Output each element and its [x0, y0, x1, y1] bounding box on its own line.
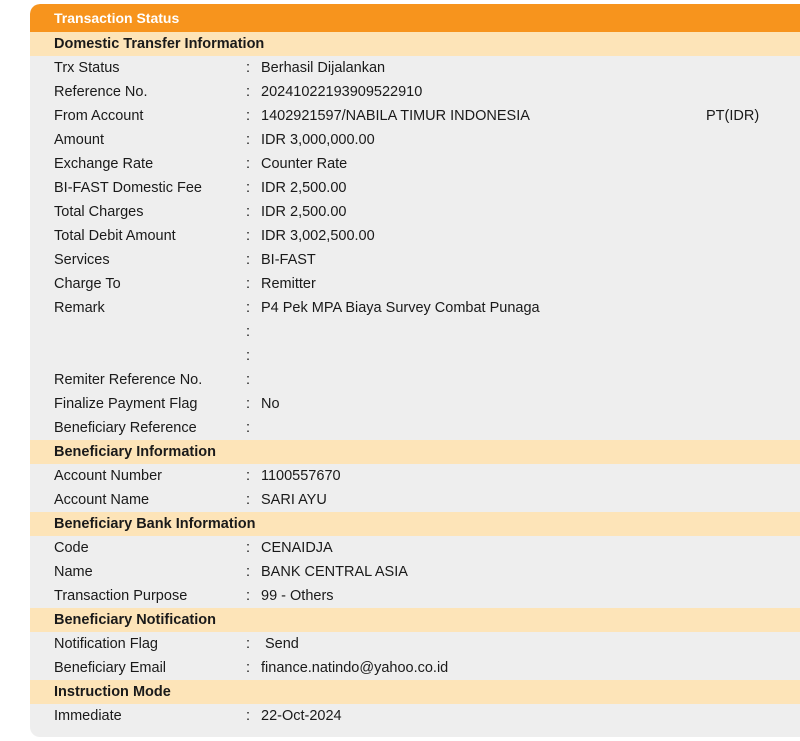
label-beneficiary-reference: Beneficiary Reference: [54, 420, 197, 436]
value-remark: P4 Pek MPA Biaya Survey Combat Punaga: [261, 300, 540, 316]
value-beneficiary-email: finance.natindo@yahoo.co.id: [261, 660, 449, 676]
colon: :: [246, 84, 251, 100]
label-reference-no: Reference No.: [54, 84, 148, 100]
colon: :: [246, 660, 251, 676]
row-remiter-reference: [30, 368, 800, 392]
label-trx-status: Trx Status: [54, 60, 120, 76]
colon: :: [246, 276, 251, 292]
row-bank-name: [30, 560, 800, 584]
label-amount: Amount: [54, 132, 104, 148]
label-bank-name: Name: [54, 564, 93, 580]
colon: :: [246, 156, 251, 172]
colon: :: [246, 372, 251, 388]
colon: :: [246, 708, 251, 724]
value-from-account: 1402921597/NABILA TIMUR INDONESIA: [261, 108, 530, 124]
section-instruction-mode: Instruction Mode: [30, 680, 800, 704]
label-exchange-rate: Exchange Rate: [54, 156, 154, 172]
row-total-charges: [30, 200, 800, 224]
colon: :: [246, 228, 251, 244]
label-bifast-fee: BI-FAST Domestic Fee: [54, 180, 202, 196]
label-beneficiary-email: Beneficiary Email: [54, 660, 167, 676]
row-amount: [30, 128, 800, 152]
section-beneficiary-notification: Beneficiary Notification: [30, 608, 800, 632]
colon: :: [246, 60, 251, 76]
colon: :: [246, 132, 251, 148]
value-total-debit: IDR 3,002,500.00: [261, 228, 375, 244]
value-services: BI-FAST: [261, 252, 316, 268]
colon: :: [246, 204, 251, 220]
colon: :: [246, 420, 251, 436]
value-exchange-rate: Counter Rate: [261, 156, 348, 172]
section-beneficiary-information: Beneficiary Information: [30, 440, 800, 464]
value-notification-flag: Send: [265, 636, 299, 652]
row-account-number: [30, 464, 800, 488]
row-bank-code: [30, 536, 800, 560]
row-from-account: [30, 104, 800, 128]
row-remark-line-3: [30, 344, 800, 368]
row-reference-no: [30, 80, 800, 104]
transaction-status-panel: [30, 4, 800, 737]
value-finalize-payment-flag: No: [261, 396, 280, 412]
label-account-number: Account Number: [54, 468, 162, 484]
row-exchange-rate: [30, 152, 800, 176]
value-total-charges: IDR 2,500.00: [261, 204, 347, 220]
label-total-charges: Total Charges: [54, 204, 144, 220]
label-account-name: Account Name: [54, 492, 150, 508]
label-finalize-payment-flag: Finalize Payment Flag: [54, 396, 198, 412]
row-beneficiary-reference: [30, 416, 800, 440]
row-notification-flag: [30, 632, 800, 656]
value-transaction-purpose: 99 - Others: [261, 588, 334, 604]
value-immediate: 22-Oct-2024: [261, 708, 342, 724]
label-remark: Remark: [54, 300, 105, 316]
value-bank-code: CENAIDJA: [261, 540, 333, 556]
label-bank-code: Code: [54, 540, 89, 556]
colon: :: [246, 492, 251, 508]
colon: :: [246, 636, 251, 652]
row-transaction-purpose: [30, 584, 800, 608]
colon: :: [246, 252, 251, 268]
value-account-name: SARI AYU: [261, 492, 327, 508]
row-remark-line-2: [30, 320, 800, 344]
row-account-name: [30, 488, 800, 512]
panel-title: Transaction Status: [30, 4, 800, 32]
value-bifast-fee: IDR 2,500.00: [261, 180, 347, 196]
colon: :: [246, 180, 251, 196]
row-beneficiary-email: [30, 656, 800, 680]
value-amount: IDR 3,000,000.00: [261, 132, 375, 148]
row-services: [30, 248, 800, 272]
label-charge-to: Charge To: [54, 276, 121, 292]
colon: :: [246, 588, 251, 604]
row-immediate: [30, 704, 800, 728]
colon: :: [246, 348, 251, 364]
value-trx-status: Berhasil Dijalankan: [261, 60, 386, 76]
colon: :: [246, 396, 251, 412]
section-beneficiary-bank-information: Beneficiary Bank Information: [30, 512, 800, 536]
colon: :: [246, 564, 251, 580]
row-trx-status: [30, 56, 800, 80]
value-charge-to: Remitter: [261, 276, 316, 292]
colon: :: [246, 540, 251, 556]
row-charge-to: [30, 272, 800, 296]
label-from-account: From Account: [54, 108, 144, 124]
label-transaction-purpose: Transaction Purpose: [54, 588, 188, 604]
label-total-debit: Total Debit Amount: [54, 228, 176, 244]
row-bifast-fee: [30, 176, 800, 200]
label-services: Services: [54, 252, 110, 268]
value-bank-name: BANK CENTRAL ASIA: [261, 564, 408, 580]
value-reference-no: 20241022193909522910: [261, 84, 423, 100]
row-remark: [30, 296, 800, 320]
value-from-account-currency: PT(IDR): [706, 108, 760, 124]
section-domestic-transfer: Domestic Transfer Information: [30, 32, 800, 56]
colon: :: [246, 108, 251, 124]
value-account-number: 1100557670: [261, 468, 341, 484]
colon: :: [246, 324, 251, 340]
label-notification-flag: Notification Flag: [54, 636, 158, 652]
colon: :: [246, 300, 251, 316]
label-remiter-reference: Remiter Reference No.: [54, 372, 203, 388]
row-finalize-payment-flag: [30, 392, 800, 416]
colon: :: [246, 468, 251, 484]
row-total-debit: [30, 224, 800, 248]
label-immediate: Immediate: [54, 708, 122, 724]
